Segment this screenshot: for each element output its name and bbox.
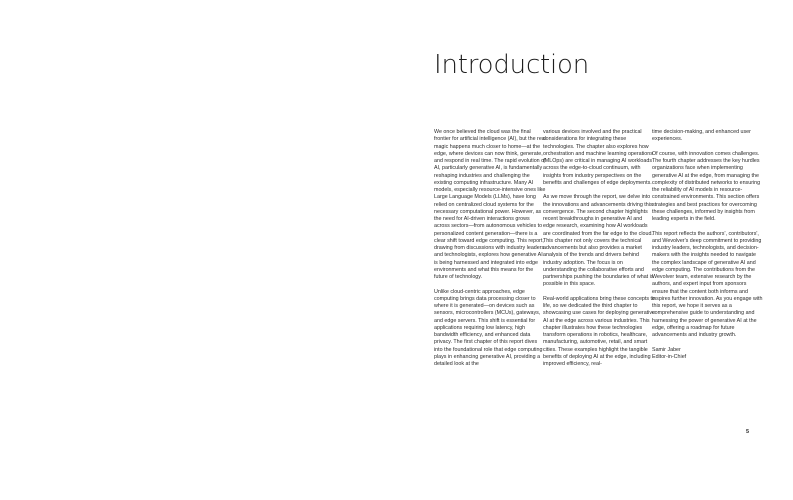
text-column-3 xyxy=(652,129,764,361)
paragraph: This report reflects the authors', contributors', and Wevolver's deep commitment to providing industry leaders, technologists, and decision-makers with the insights needed to navigate the complex landscape of generative AI and edge computing. The contributions from the Wevolver team, extensive research by the authors, and expert input from sponsors ensure that the content both informs and inspires further innovation. As you engage with this report, we hope it serves as a comprehensive guide to understanding and harnessing the power of generative AI at the edge, offering a roadmap for future advancements and industry growth. xyxy=(652,230,763,338)
paragraph: Real-world applications bring these concepts to life, so we dedicated the third chapter to showcasing use cases for deploying generative AI at the edge across various industries. This chapter illustrates how these technologies transform operations in robotics, healthcare, manufacturing, automotive, retail, and smart cities. These examples highlight the tangible benefits of deploying AI at the edge, including improved efficiency, real- xyxy=(543,295,655,367)
paragraph: various devices involved and the practical considerations for integrating these technologies. The chapter also explores how orchestration and machine learning operations (MLOps) are critical in managing AI workloads across the edge-to-cloud continuum, with insights from industry perspectives on the benefits and challenges of edge deployments. xyxy=(543,129,653,186)
paragraph: Of course, with innovation comes challenges. The fourth chapter addresses the key hurdles organizations face when implementing generative AI at the edge, from managing the complexity of distributed networks to ensuring the reliability of AI models in resource-constrained environments. This section offers strategies and best practices for overcoming these challenges, informed by insights from leading experts in the field. xyxy=(652,150,761,222)
paragraph: As we move through the report, we delve into the innovations and advancements driving this convergence. The second chapter highlights recent breakthroughs in generative AI and edge research, examining how AI workloads are coordinated from the far edge to the cloud. This chapter not only covers the technical advancements but also provides a market analysis of the trends and drivers behind industry adoption. The focus is on understanding the collaborative efforts and partnerships pushing the boundaries of what is possible in this space. xyxy=(543,194,654,288)
text-column-2 xyxy=(543,129,655,376)
page-number: 5 xyxy=(746,429,750,435)
text-column-1 xyxy=(434,129,546,376)
signature-role: Editor-in-Chief xyxy=(652,353,687,360)
page-title: Introduction xyxy=(434,50,590,80)
signature-name: Samir Jaber xyxy=(652,346,681,353)
paragraph: time decision-making, and enhanced user experiences. xyxy=(652,129,751,143)
paragraph: We once believed the cloud was the final frontier for artificial intelligence (AI), but the real magic happens much closer to home—at the edge, where devices can now think, generate, and respond in real time. The rapid evolution of AI, particularly generative AI, is fundamentally reshaping industries and challenging the existing computing infrastructure. Many AI models, especially resource-intensive ones like Large Language Models (LLMs), have long relied on centralized cloud systems for the necessary computational power. However, as the need for AI-driven interactions grows across sectors—from autonomous vehicles to personalized content generation—there is a clear shift toward edge computing. This report, drawing from discussions with industry leaders and technologists, explores how generative AI is being harnessed and integrated into edge environments and what this means for the future of technology. xyxy=(434,129,546,280)
paragraph: Unlike cloud-centric approaches, edge computing brings data processing closer to where it is generated—on devices such as sensors, microcontrollers (MCUs), gateways, and edge servers. This shift is essential for applications requiring low latency, high bandwidth efficiency, and enhanced data privacy. The first chapter of this report dives into the foundational role that edge computing plays in enhancing generative AI, providing a detailed look at the xyxy=(434,288,543,367)
